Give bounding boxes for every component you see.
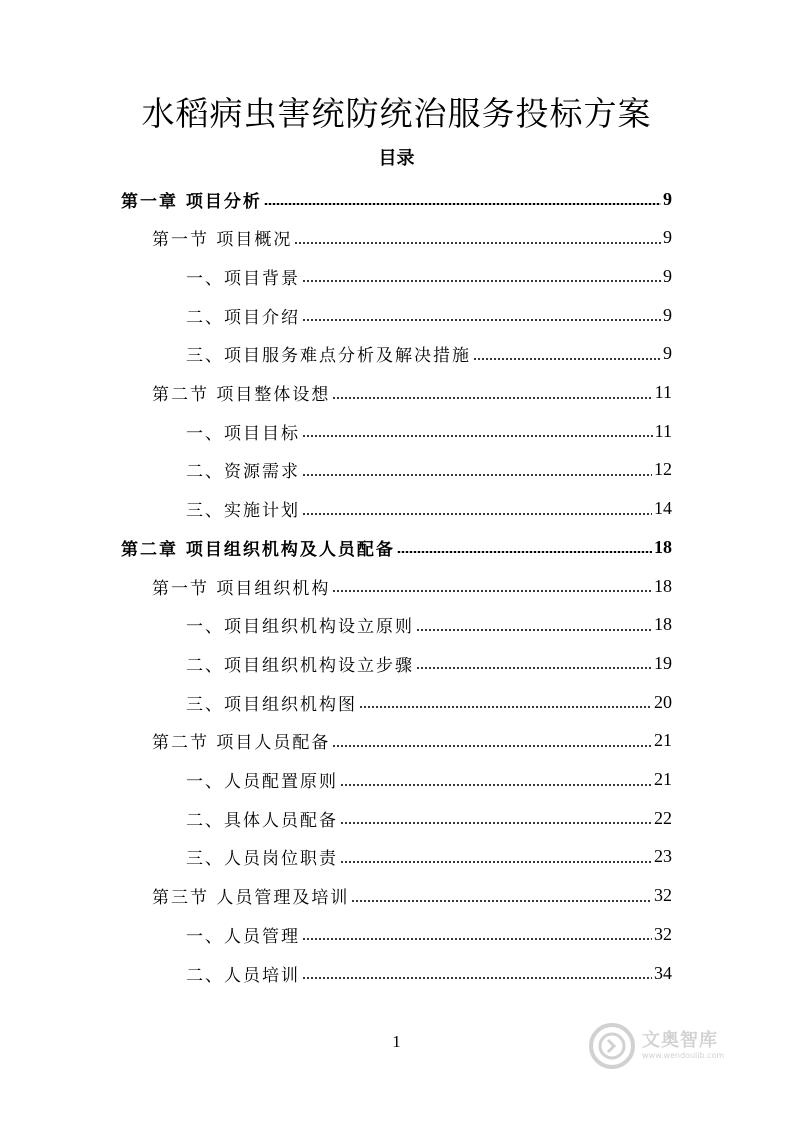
toc-entry[interactable] xyxy=(186,296,672,334)
toc-heading: 目录 xyxy=(378,148,415,169)
toc-dot-leader xyxy=(302,474,652,476)
toc-entry[interactable] xyxy=(186,838,672,876)
toc-entry[interactable] xyxy=(186,954,672,992)
toc-entry[interactable] xyxy=(186,915,672,953)
toc-entry-page: 9 xyxy=(663,343,672,364)
toc-entry[interactable] xyxy=(186,257,672,295)
toc-entry-label: 一、项目背景 xyxy=(186,268,300,289)
toc-entry-label: 第二节 项目人员配备 xyxy=(152,733,331,754)
toc-dot-leader xyxy=(332,397,652,399)
toc-dot-leader xyxy=(302,977,652,979)
toc-entry-page: 23 xyxy=(654,846,672,867)
toc-dot-leader xyxy=(302,938,652,940)
toc-dot-leader xyxy=(351,900,652,902)
toc-entry-page: 9 xyxy=(663,265,672,286)
toc-entry[interactable] xyxy=(121,528,672,566)
watermark xyxy=(588,1018,758,1074)
toc-entry-page: 34 xyxy=(654,962,672,983)
toc-entry-page: 20 xyxy=(654,691,672,712)
toc-entry-page: 32 xyxy=(654,923,672,944)
toc-entry-label: 第一节 项目概况 xyxy=(152,230,293,251)
toc-dot-leader xyxy=(264,203,661,205)
toc-entry-page: 32 xyxy=(654,885,672,906)
toc-entry-label: 三、项目服务难点分析及解决措施 xyxy=(186,346,471,367)
toc-dot-leader xyxy=(302,435,653,437)
toc-entry-page: 21 xyxy=(654,730,672,751)
toc-entry[interactable] xyxy=(152,567,672,605)
toc-entry-page: 22 xyxy=(654,807,672,828)
toc-entry-page: 9 xyxy=(663,304,672,325)
toc-entry[interactable] xyxy=(186,644,672,682)
page-number: 1 xyxy=(392,1032,401,1051)
toc-entry-label: 第二节 项目整体设想 xyxy=(152,385,331,405)
toc-dot-leader xyxy=(416,629,652,631)
toc-dot-leader xyxy=(397,551,652,553)
toc-dot-leader xyxy=(332,745,652,747)
toc-entry[interactable] xyxy=(152,219,672,257)
toc-entry[interactable] xyxy=(186,335,672,373)
toc-entry-page: 9 xyxy=(663,188,672,209)
toc-entry-label: 三、人员岗位职责 xyxy=(186,849,338,870)
toc-entry-page: 19 xyxy=(654,652,672,673)
toc-entry-label: 二、资源需求 xyxy=(186,462,300,483)
toc-entry-label: 第一节 项目组织机构 xyxy=(152,578,331,599)
toc-dot-leader xyxy=(302,513,652,515)
toc-entry-label: 二、人员培训 xyxy=(186,965,300,986)
toc-dot-leader xyxy=(294,242,661,244)
toc-entry[interactable] xyxy=(152,722,672,760)
toc-entry-label: 三、项目组织机构图 xyxy=(186,694,357,715)
toc-entry[interactable] xyxy=(186,606,672,644)
toc-dot-leader xyxy=(359,706,652,708)
toc-entry-page: 14 xyxy=(654,498,672,519)
toc-dot-leader xyxy=(473,358,661,360)
toc-entry-label: 一、项目组织机构设立原则 xyxy=(186,617,414,638)
toc-entry-label: 二、项目组织机构设立步骤 xyxy=(186,655,414,676)
toc-entry-page: 11 xyxy=(654,382,672,402)
toc-dot-leader xyxy=(332,590,652,592)
toc-entry[interactable] xyxy=(152,374,672,412)
toc-entry[interactable] xyxy=(121,180,672,218)
toc-entry[interactable] xyxy=(186,683,672,721)
toc-entry[interactable] xyxy=(152,877,672,915)
toc-dot-leader xyxy=(302,319,661,321)
toc-dot-leader xyxy=(340,784,652,786)
toc-entry-label: 二、具体人员配备 xyxy=(186,810,338,831)
toc-dot-leader xyxy=(340,822,652,824)
toc-entry-label: 第一章 项目分析 xyxy=(121,191,262,212)
toc-entry-page: 11 xyxy=(654,420,672,441)
toc-entry-label: 一、人员配置原则 xyxy=(186,772,338,792)
toc-entry-label: 三、实施计划 xyxy=(186,501,300,522)
toc-entry-label: 第三节 人员管理及培训 xyxy=(152,888,350,909)
toc-entry-page: 21 xyxy=(654,769,672,789)
wendou-logo-icon xyxy=(588,1022,636,1070)
toc-entry-page: 18 xyxy=(654,536,672,557)
toc-dot-leader xyxy=(302,280,661,282)
toc-entry-page: 9 xyxy=(663,227,672,248)
toc-entry-label: 一、人员管理 xyxy=(186,926,300,947)
toc-dot-leader xyxy=(340,861,652,863)
toc-entry[interactable] xyxy=(186,490,672,528)
toc-entry[interactable] xyxy=(186,799,672,837)
toc-entry[interactable] xyxy=(186,412,672,450)
watermark-name: 文奥智库 xyxy=(642,1030,718,1051)
toc-entry-page: 18 xyxy=(654,614,672,635)
document-title: 水稻病虫害统防统治服务投标方案 xyxy=(141,94,652,133)
toc-entry[interactable] xyxy=(186,451,672,489)
toc-entry-label: 二、项目介绍 xyxy=(186,307,300,328)
toc-entry-label: 第二章 项目组织机构及人员配备 xyxy=(121,539,395,560)
toc-entry-label: 一、项目目标 xyxy=(186,423,300,444)
toc-entry[interactable] xyxy=(186,761,672,799)
toc-entry-page: 12 xyxy=(654,459,672,480)
toc-dot-leader xyxy=(416,667,652,669)
watermark-url: www.wendoulib.com xyxy=(642,1051,725,1060)
toc-entry-page: 18 xyxy=(654,575,672,596)
